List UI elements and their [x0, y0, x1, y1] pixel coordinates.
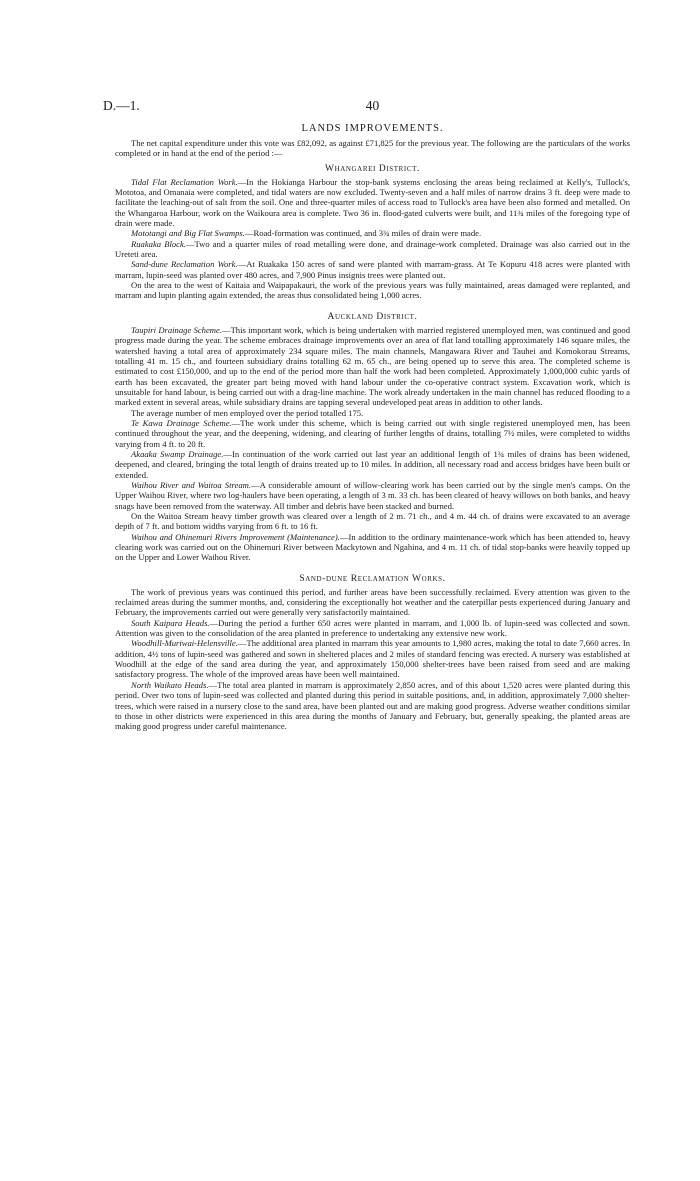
paragraph-lead: Ruakaka Block.	[131, 238, 186, 249]
page-number: 40	[365, 98, 380, 113]
page-header	[103, 98, 630, 120]
body-paragraph	[115, 480, 630, 511]
body-paragraph	[115, 511, 630, 532]
paragraph-lead: Mototangi and Big Flat Swamps.	[131, 228, 245, 239]
body-paragraph	[115, 449, 630, 480]
paragraph-text: —In addition to the ordinary maintenance-work which has been attended to, heavy clearing work was carried out on the Ohinemuri River between Mackytown and Ngahina, and 4 m. 11 ch. of tidal stop-banks were heavily topped up on the Upper and Lower Waihou River.	[115, 531, 631, 563]
body-paragraph	[115, 177, 630, 229]
paragraph-text: —In the Hokianga Harbour the stop-bank systems enclosing the areas being reclaimed at Kelly's, Tullock's, Mototoa, and Omanaia were completed, and tidal waters are now excluded. Twenty-seven and a half miles of narrow drains 3 ft. deep were made to facilitate the leaching-out of salt from the soil. One and three-quarter miles of access road to Tullock's area have been also formed and metalled. On the Whangaroa Harbour, work on the Waikoura area is complete. Two 36 in. flood-gated culverts were built, and 11¾ miles of the foregoing type of drain were made.	[115, 176, 630, 229]
intro-paragraph: The net capital expenditure under this vote was £82,092, as against £71,825 for the previous year. The following are the particulars of the works completed or in hand at the end of the period :—	[115, 138, 630, 159]
paragraph-lead: Waihou River and Waitoa Stream.	[131, 479, 251, 490]
paragraph-lead: Akaaka Swamp Drainage.	[131, 448, 224, 459]
paragraph-text: —This important work, which is being undertaken with married registered unemployed men, was continued and good progress made during the year. The scheme embraces drainage improvements over an area of flat land totalling approximately 146 square miles, the watershed having a total area of approximately 234 square miles. The main channels, Mangawara River and Tauhei and Komokorau Streams, totalling 41 m. 15 ch., and fourteen subsidiary drains totalling 62 m. 65 ch., are being opened up to serve this area. The completed scheme is estimated to cost £150,000, and up to the end of the period more than half the work had been completed. Approximately 1,000,000 cubic yards of earth has been excavated, the greater part being moved with hand labour under the co-operative contract system. Excavation work, which is unsuitable for hand labour, is being carried out with a drag-line machine. The work already undertaken in the main channel has reduced flooding to a marked extent in several areas, while subsidiary drains are tapping several undeveloped peat areas in addition to other lands.	[115, 324, 630, 408]
paragraph-lead: South Kaipara Heads.	[131, 617, 210, 628]
paragraph-lead: Woodhill-Muriwai-Helensville.	[131, 638, 238, 649]
paragraph-text: On the area to the west of Kaitaia and Waipapakauri, the work of the previous years was fully maintained, areas damaged were replanted, and marram and lupin planting again extended, the areas thus consolidated being 1,000 acres.	[115, 280, 630, 301]
body-paragraph	[115, 638, 630, 679]
paragraph-lead: Tidal Flat Reclamation Work.	[131, 176, 238, 187]
body-paragraph	[115, 408, 630, 418]
paragraph-text: —The additional area planted in marram this year amounts to 1,980 acres, making the total to date 7,660 acres. In addition, 4½ tons of lupin-seed was gathered and sown in sheltered places and 2 miles of standard fencing was erected. A nursery was established at Woodhill at the edge of the sand area during the year, and approximately 150,000 shelter-trees have been raised from seed and are making satisfactory progress. The whole of the improved areas have been well maintained.	[115, 638, 630, 680]
paragraph-text: The work of previous years was continued this period, and further areas have been successfully reclaimed. Every attention was given to the reclaimed areas during the summer months, and, considering the exceptionally hot weather and the caterpillar pests experienced during January and February, the improvements carried out were generally very satisfactorily maintained.	[115, 586, 630, 618]
paragraph-lead: Taupiri Drainage Scheme.	[131, 324, 222, 335]
paragraph-text: —The work under this scheme, which is being carried out with single registered unemployed men, has been continued throughout the year, and the deepening, widening, and clearing of further lengths of drains, totalling 7½ miles, were completed to widths varying from 4 ft. to 20 ft.	[115, 417, 631, 449]
paragraph-lead: North Waikato Heads.	[131, 679, 209, 690]
page-title: LANDS IMPROVEMENTS.	[301, 123, 444, 134]
paragraph-text: On the Waitoa Stream heavy timber growth was cleared over a length of 2 m. 71 ch., and 4 m. 44 ch. of drains were excavated to an average depth of 7 ft. and bottom widths varying from 6 ft. to 16 ft.	[115, 511, 630, 532]
sections-container	[115, 164, 630, 732]
paragraph-text: —During the period a further 650 acres were planted in marram, and 1,000 lb. of lupin-seed was collected and sown. Attention was given to the consolidation of the area planted in preference to undertaking any extensive new work.	[115, 617, 630, 639]
body-paragraph	[115, 587, 630, 618]
paragraph-lead: Sand-dune Reclamation Work.	[131, 259, 238, 270]
body-paragraph	[115, 228, 630, 238]
paragraph-text: —Road-formation was continued, and 3¾ miles of drain were made.	[244, 228, 482, 239]
section-heading: Sand-dune Reclamation Works.	[299, 573, 446, 584]
body-paragraph	[115, 532, 630, 563]
paragraph-text: —The total area planted in marram is approximately 2,850 acres, and of this about 1,520 acres were planted during this period. Over two tons of lupin-seed was collected and planted during this period in suitable positions, and, in addition, approximately 7,000 shelter-trees, which were raised in a nursery close to the sand area, have been planted out and are making good progress. Adverse weather conditions similar to those in other districts were experienced in this area during the months of January and February, but, generally speaking, the planted areas are making good progress under careful maintenance.	[115, 679, 631, 732]
body-paragraph	[115, 418, 630, 449]
document-page	[103, 98, 631, 732]
paragraph-lead: Waihou and Ohinemuri Rivers Improvement (Maintenance).	[131, 531, 340, 542]
body-paragraph	[115, 280, 630, 301]
section-heading: Whangarei District.	[325, 163, 420, 174]
body-paragraph	[115, 618, 630, 639]
body-paragraph	[115, 680, 630, 732]
paragraph-text: —Two and a quarter miles of road metalling were done, and drainage-work completed. Drainage was also carried out in the Ureteti area.	[115, 238, 630, 260]
paragraph-lead: Te Kawa Drainage Scheme.	[131, 417, 232, 428]
body-paragraph	[115, 259, 630, 280]
paragraph-text: —A considerable amount of willow-clearing work has been carried out by the single men's camps. On the Upper Waihou River, where two log-haulers have been operating, a length of 3 m. 33 ch. has been cleared of heavy willows on both banks, and heavy snags have been removed from the waterway. All timber and debris have been stacked and burned.	[115, 479, 631, 511]
document-reference: D.—1.	[103, 98, 140, 113]
section-heading: Auckland District.	[327, 311, 418, 322]
body-paragraph	[115, 239, 630, 260]
paragraph-text: —At Ruakaka 150 acres of sand were planted with marram-grass. At Te Kopuru 418 acres were planted with marram, lupin-seed was planted over 480 acres, and 7,900 Pinus insignis trees were planted out.	[115, 259, 630, 280]
paragraph-text: —In continuation of the work carried out last year an additional length of 1¾ miles of drains has been widened, deepened, and cleared, bringing the total length of drains treated up to 10 miles. In addition, all necessary road and access bridges have been built or extended.	[115, 448, 631, 480]
paragraph-text: The average number of men employed over the period totalled 175.	[131, 407, 364, 418]
body-paragraph	[115, 325, 630, 408]
